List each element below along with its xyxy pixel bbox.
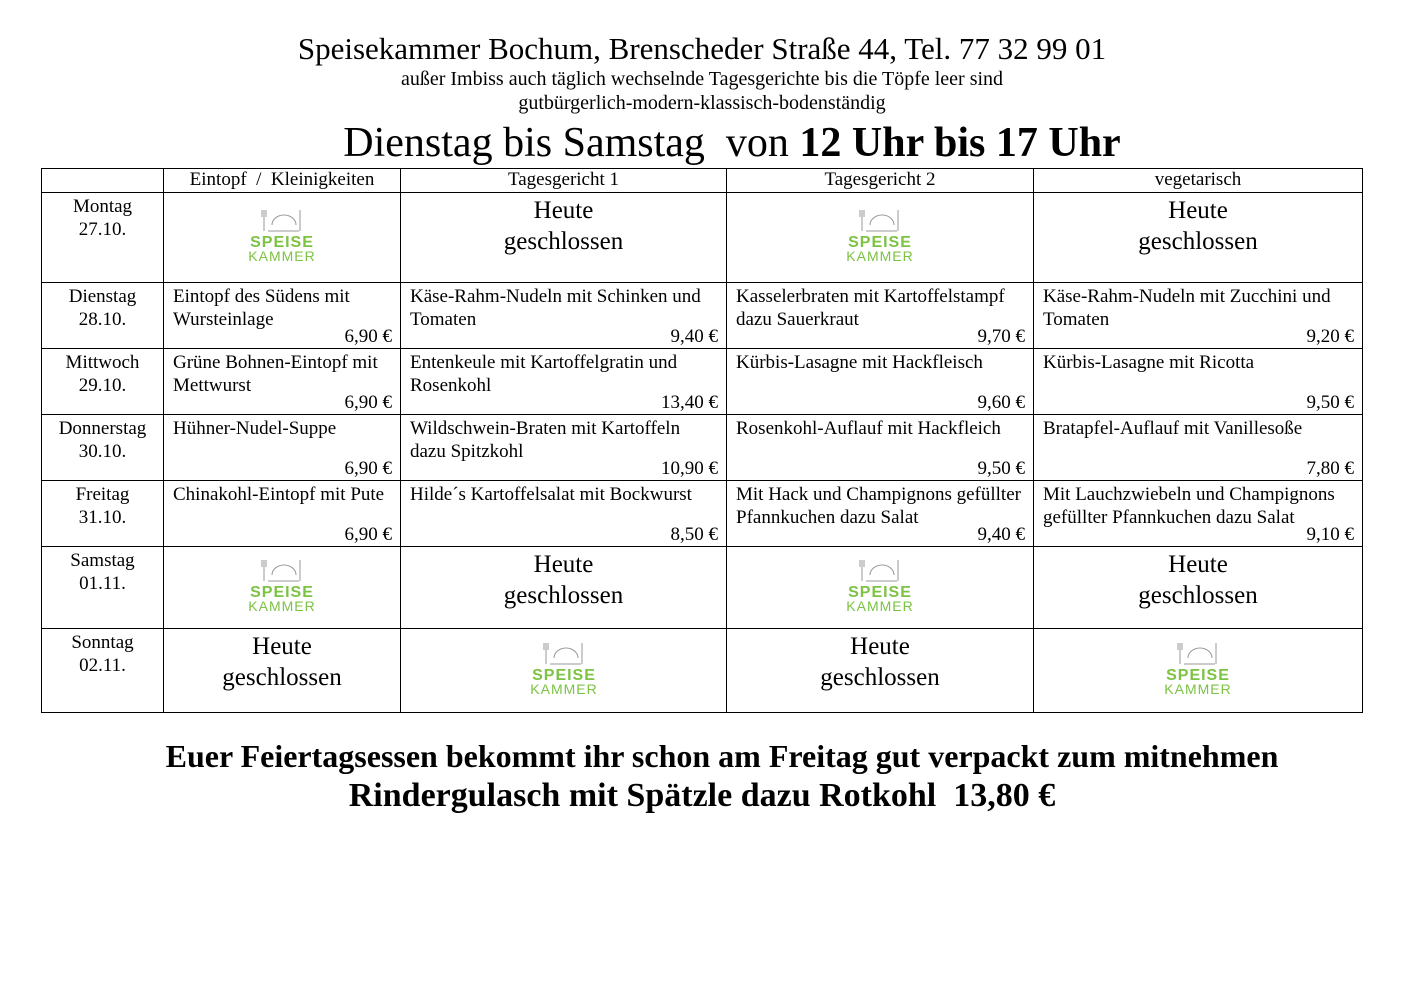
dish-text: Chinakohl-Eintopf mit Pute — [173, 484, 385, 505]
dish-price: 9,40 € — [670, 326, 718, 347]
holiday-dish: Rindergulasch mit Spätzle dazu Rotkohl 13,80 € — [348, 777, 1056, 814]
closed-line-1: Heute — [850, 633, 910, 660]
day-cell — [42, 547, 164, 629]
day-date: 31.10. — [78, 507, 127, 528]
day-cell — [42, 481, 164, 547]
table-row — [42, 349, 1363, 415]
closed-line-2: geschlossen — [1138, 582, 1258, 609]
dish-price: 9,70 € — [977, 326, 1025, 347]
closed-line-1: Heute — [1168, 551, 1228, 578]
dish-price: 13,40 € — [661, 392, 718, 413]
dish-text: Grüne Bohnen-Eintopf mit Mettwurst — [173, 352, 378, 396]
day-name: Sonntag — [71, 632, 134, 653]
logo-word-2: KAMMER — [846, 248, 914, 263]
day-date: 29.10. — [78, 375, 127, 396]
logo-word-1: SPEISE — [531, 667, 596, 684]
logo-cell — [164, 547, 401, 629]
dish-text: Kürbis-Lasagne mit Ricotta — [1043, 352, 1255, 373]
closed-line-1: Heute — [1168, 197, 1228, 224]
logo-word-1: SPEISE — [250, 584, 314, 601]
day-name: Donnerstag — [58, 418, 147, 439]
closed-line-1: Heute — [533, 551, 594, 578]
logo-word-1: SPEISE — [848, 584, 912, 601]
dish-price: 9,20 € — [1306, 326, 1354, 347]
logo-word-2: KAMMER — [248, 598, 316, 613]
closed-line-1: Heute — [533, 197, 594, 224]
dish-cell — [727, 481, 1034, 547]
dish-price: 6,90 € — [344, 458, 392, 479]
subtitle-line-2: gutbürgerlich-modern-klassisch-bodenständig — [518, 92, 886, 114]
dish-price: 8,50 € — [670, 524, 718, 545]
speisekammer-logo-icon — [244, 557, 320, 613]
logo-cell — [727, 547, 1034, 629]
logo-word-2: KAMMER — [1164, 681, 1232, 696]
dish-cell — [1034, 415, 1363, 481]
closed-line-1: Heute — [252, 633, 312, 660]
day-cell — [42, 283, 164, 349]
logo-cell — [164, 193, 401, 283]
day-date: 01.11. — [79, 573, 126, 594]
column-header-vegetarisch: vegetarisch — [1034, 169, 1363, 193]
speisekammer-logo-icon — [842, 207, 918, 263]
dish-cell — [1034, 481, 1363, 547]
dish-text: Eintopf des Südens mit Wursteinlage — [173, 286, 350, 330]
column-header-day — [42, 169, 164, 193]
dish-price: 10,90 € — [661, 458, 718, 479]
opening-hours — [30, 118, 1404, 168]
closed-cell — [727, 629, 1034, 713]
column-header-eintopf: Eintopf / Kleinigkeiten — [164, 169, 401, 193]
dish-price: 6,90 € — [344, 326, 392, 347]
day-name: Dienstag — [68, 286, 137, 307]
dish-cell — [164, 481, 401, 547]
dish-text: Käse-Rahm-Nudeln mit Schinken und Tomaten — [410, 286, 701, 330]
dish-cell — [401, 481, 727, 547]
dish-text: Kasselerbraten mit Kartoffelstampf dazu Sauerkraut — [736, 286, 1005, 330]
dish-price: 9,50 € — [1306, 392, 1354, 413]
dish-cell — [401, 415, 727, 481]
logo-word-1: SPEISE — [1166, 667, 1230, 684]
dish-cell — [401, 349, 727, 415]
dish-cell — [164, 283, 401, 349]
logo-cell — [727, 193, 1034, 283]
dish-text: Rosenkohl-Auflauf mit Hackfleich — [736, 418, 1001, 439]
dish-price: 9,40 € — [977, 524, 1025, 545]
hours-prefix: Dienstag bis Samstag von — [343, 120, 800, 166]
dish-price: 6,90 € — [344, 392, 392, 413]
speisekammer-logo-icon — [842, 557, 918, 613]
closed-cell — [401, 547, 727, 629]
logo-word-1: SPEISE — [250, 234, 314, 251]
day-cell — [42, 349, 164, 415]
dish-text: Kürbis-Lasagne mit Hackfleisch — [736, 352, 983, 373]
speisekammer-logo-icon — [526, 640, 602, 696]
dish-price: 7,80 € — [1306, 458, 1354, 479]
day-date: 30.10. — [78, 441, 127, 462]
day-date: 02.11. — [79, 655, 126, 676]
day-name: Samstag — [70, 550, 135, 571]
holiday-note: Euer Feiertagsessen bekommt ihr schon am Freitag gut verpackt zum mitnehmen — [165, 738, 1279, 774]
closed-line-2: geschlossen — [503, 228, 624, 255]
table-row — [42, 547, 1363, 629]
day-name: Freitag — [75, 484, 130, 505]
speisekammer-logo-icon — [1160, 640, 1236, 696]
dish-text: Hilde´s Kartoffelsalat mit Bockwurst — [410, 484, 692, 505]
column-header-tagesgericht-2: Tagesgericht 2 — [727, 169, 1034, 193]
dish-text: Käse-Rahm-Nudeln mit Zucchini und Tomaten — [1043, 286, 1331, 330]
closed-cell — [1034, 193, 1363, 283]
logo-word-2: KAMMER — [248, 248, 316, 263]
table-row — [42, 193, 1363, 283]
logo-word-2: KAMMER — [846, 598, 914, 613]
dish-cell — [1034, 349, 1363, 415]
table-row — [42, 629, 1363, 713]
logo-cell — [401, 629, 727, 713]
weekly-menu-table — [41, 168, 1363, 713]
closed-line-2: geschlossen — [222, 664, 342, 691]
dish-cell — [164, 415, 401, 481]
day-cell — [42, 629, 164, 713]
dish-price: 9,50 € — [977, 458, 1025, 479]
day-name: Montag — [72, 196, 133, 217]
page-title: Speisekammer Bochum, Brenscheder Straße 44, Tel. 77 32 99 01 — [297, 31, 1107, 66]
logo-word-2: KAMMER — [529, 681, 598, 696]
dish-cell — [727, 349, 1034, 415]
day-date: 28.10. — [78, 309, 127, 330]
closed-line-2: geschlossen — [503, 582, 624, 609]
day-cell — [42, 193, 164, 283]
speisekammer-logo-icon — [244, 207, 320, 263]
dish-price: 6,90 € — [344, 524, 392, 545]
table-row — [42, 415, 1363, 481]
dish-cell — [164, 349, 401, 415]
subtitle-line-1: außer Imbiss auch täglich wechselnde Tagesgerichte bis die Töpfe leer sind — [400, 68, 1004, 90]
hours-times: 12 Uhr bis 17 Uhr — [799, 120, 1121, 166]
table-row — [42, 481, 1363, 547]
closed-line-2: geschlossen — [820, 664, 940, 691]
closed-cell — [401, 193, 727, 283]
day-name: Mittwoch — [65, 352, 140, 373]
logo-word-1: SPEISE — [848, 234, 912, 251]
dish-price: 9,10 € — [1306, 524, 1354, 545]
dish-text: Entenkeule mit Kartoffelgratin und Rosenkohl — [410, 352, 678, 396]
column-header-tagesgericht-1: Tagesgericht 1 — [401, 169, 727, 193]
dish-text: Mit Hack und Champignons gefüllter Pfannkuchen dazu Salat — [736, 484, 1021, 528]
closed-cell — [1034, 547, 1363, 629]
dish-cell — [1034, 283, 1363, 349]
closed-line-2: geschlossen — [1138, 228, 1258, 255]
day-date: 27.10. — [78, 219, 127, 240]
dish-text: Mit Lauchzwiebeln und Champignons gefüllter Pfannkuchen dazu Salat — [1043, 484, 1335, 528]
table-row — [42, 283, 1363, 349]
table-header-row — [42, 169, 1363, 193]
dish-cell — [727, 283, 1034, 349]
logo-cell — [1034, 629, 1363, 713]
closed-cell — [164, 629, 401, 713]
dish-price: 9,60 € — [977, 392, 1025, 413]
dish-text: Hühner-Nudel-Suppe — [173, 418, 337, 439]
dish-text: Bratapfel-Auflauf mit Vanillesoße — [1043, 418, 1303, 439]
day-cell — [42, 415, 164, 481]
dish-text: Wildschwein-Braten mit Kartoffeln dazu Spitzkohl — [410, 418, 681, 462]
dish-cell — [401, 283, 727, 349]
dish-cell — [727, 415, 1034, 481]
